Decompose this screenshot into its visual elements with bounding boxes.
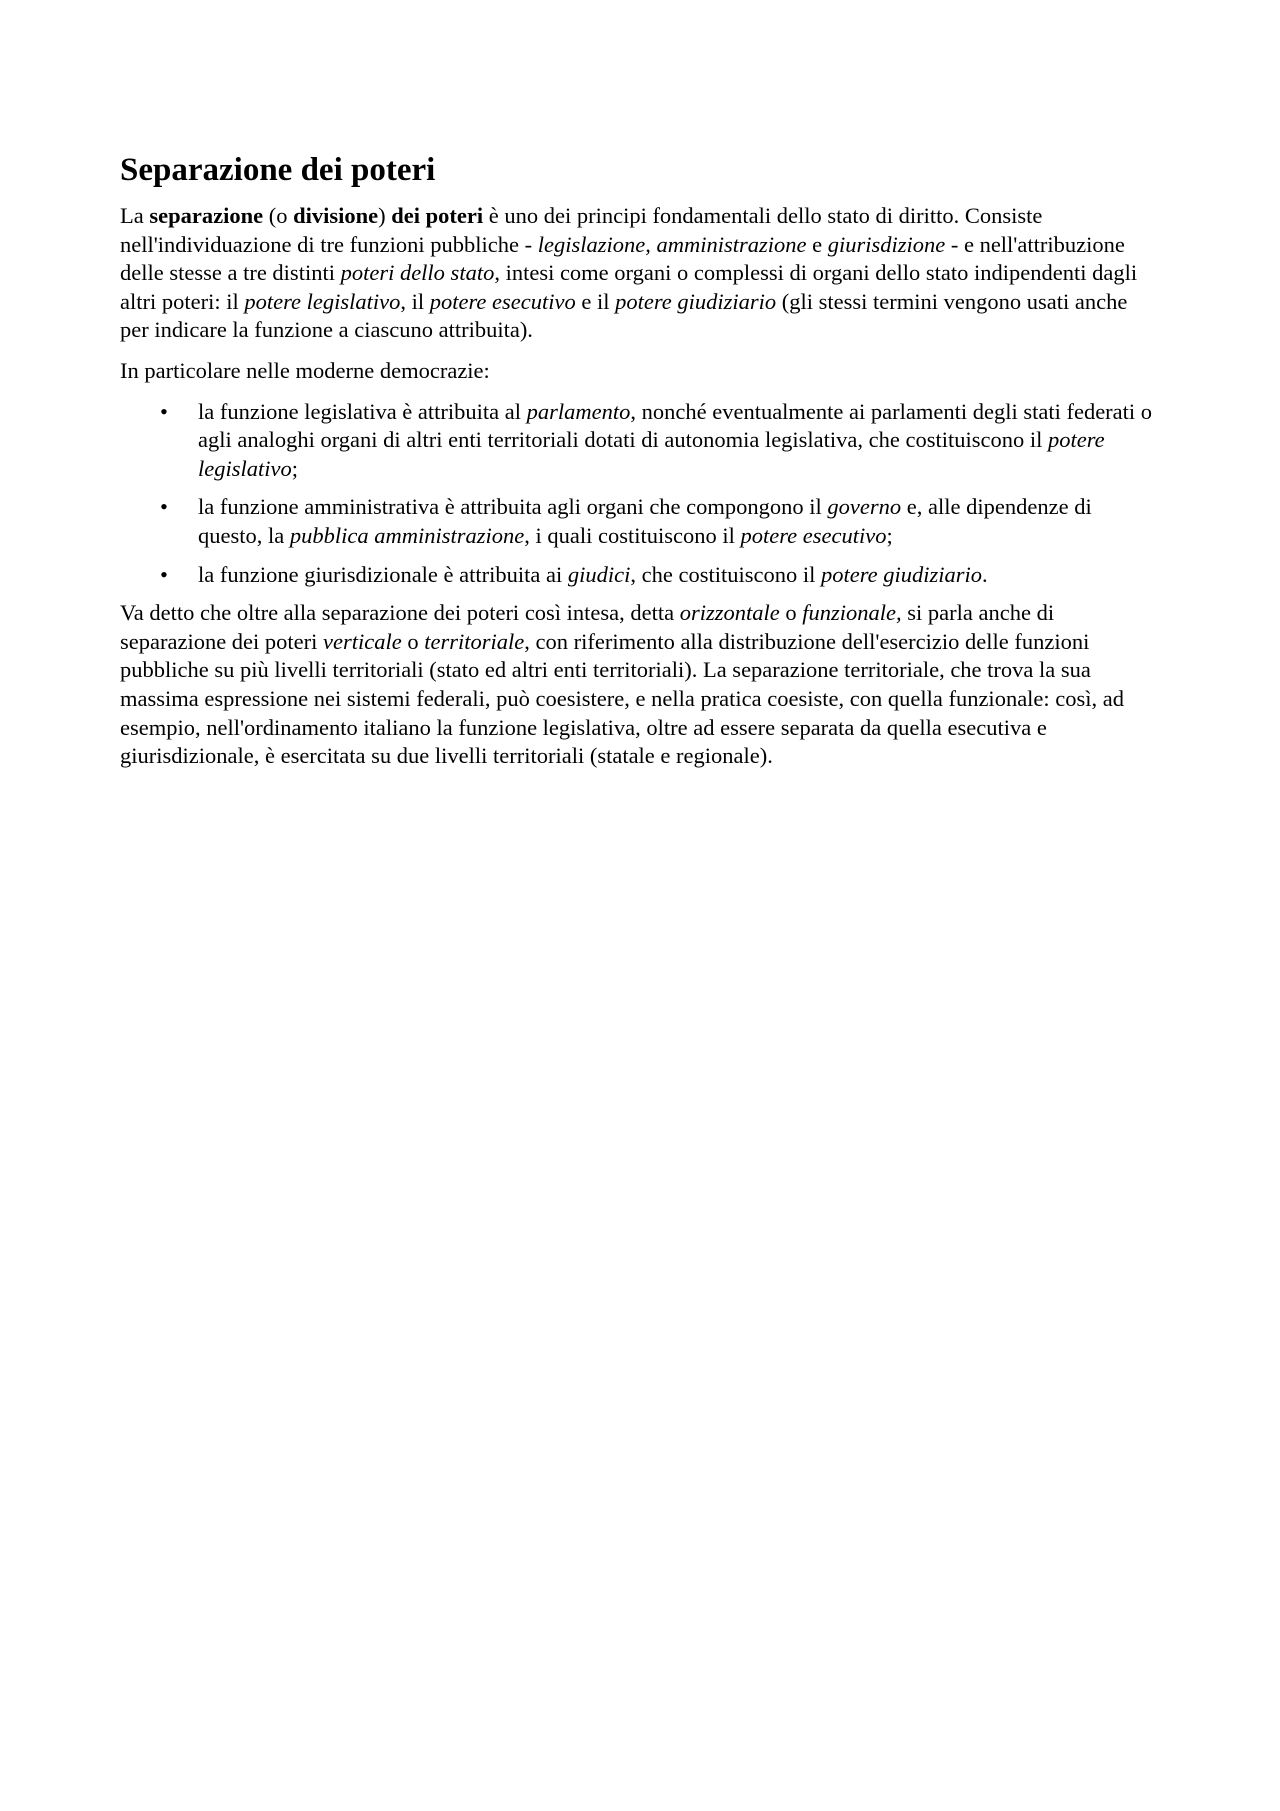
italic-term: potere giudiziario — [615, 288, 777, 314]
text-run: , nonché eventualmente ai parlamenti degli stati federati o agli analoghi organi di altri enti territoriali dotati di autonomia legislativa, che costituiscono il — [198, 398, 1153, 453]
italic-term: parlamento — [526, 398, 631, 424]
bold-term-dei-poteri: dei poteri — [391, 203, 484, 228]
text-run: , intesi come organi o complessi di organi dello stato indipendenti dagli altri poteri: il — [120, 260, 1138, 314]
italic-term: potere esecutivo — [429, 288, 576, 314]
text-run: ) — [378, 203, 392, 228]
powers-list — [120, 398, 1160, 590]
text-run: , con riferimento alla distribuzione dell'esercizio delle funzioni pubbliche su più livelli territoriali (stato ed altri enti territoriali). La separazione territoriale, che trova la sua massima espressione nei sistemi federali, può coesistere, e nella pratica coesiste, con quella funzionale: così, ad esempio, nell'ordinamento italiano la funzione legislativa, oltre ad essere separata da quella esecutiva e giurisdizionale, è esercitata su due livelli territoriali (statale e regionale). — [120, 628, 1125, 769]
italic-term: orizzontale — [679, 600, 780, 626]
list-intro-paragraph: In particolare nelle moderne democrazie: — [120, 357, 490, 383]
italic-term: potere esecutivo — [740, 522, 887, 548]
italic-term: potere legislativo — [244, 288, 401, 314]
bullet-icon: • — [160, 398, 168, 424]
text-run: , i quali costituiscono il — [524, 522, 741, 548]
italic-term: giudici — [567, 561, 631, 587]
text-run: la funzione giurisdizionale è attribuita ai — [198, 561, 568, 587]
text-run: è uno dei principi fondamentali dello stato di diritto. Consiste nell'individuazione di tre funzioni pubbliche - — [120, 203, 1043, 257]
text-run: si parla anche di separazione dei poteri — [120, 600, 1055, 654]
italic-term: giurisdizione — [827, 231, 946, 257]
text-run: o — [401, 628, 425, 654]
italic-term: poteri dello stato — [340, 260, 495, 286]
intro-paragraph — [120, 202, 1160, 345]
italic-term: legislazione, amministrazione — [537, 231, 807, 257]
italic-term: verticale — [323, 628, 402, 654]
list-item — [160, 398, 1160, 484]
bullet-icon: • — [160, 561, 168, 587]
text-run: La — [120, 203, 150, 228]
italic-term: territoriale — [424, 628, 525, 654]
text-run: ; — [886, 522, 893, 548]
text-run: la funzione legislativa è attribuita al — [198, 398, 527, 424]
text-run: , il — [400, 288, 430, 314]
text-run: Va detto che oltre alla separazione dei poteri così intesa, detta — [120, 600, 680, 626]
text-run: e — [806, 231, 828, 257]
bold-term-separazione: separazione — [149, 203, 264, 228]
bullet-icon: • — [160, 494, 168, 520]
text-run: la funzione amministrativa è attribuita agli organi che compongono il — [198, 494, 828, 520]
italic-term: funzionale, — [802, 600, 902, 626]
text-run: (gli stessi termini vengono usati anche per indicare la funzione a ciascuno attribuita). — [120, 288, 1128, 343]
text-run: e, alle dipendenze di questo, la — [198, 494, 1092, 548]
document-page — [120, 150, 1160, 783]
list-item — [160, 561, 1160, 590]
italic-term: pubblica amministrazione — [289, 522, 525, 548]
italic-term: potere giudiziario — [820, 561, 983, 587]
closing-paragraph — [120, 599, 1160, 771]
italic-term: potere legislativo — [198, 427, 1105, 481]
list-item — [160, 493, 1160, 550]
italic-term: governo — [827, 494, 902, 520]
text-run: . — [982, 561, 988, 587]
text-run: , che costituiscono il — [630, 561, 821, 587]
text-run: ; — [291, 455, 299, 481]
text-run: o — [779, 600, 803, 626]
text-run: - e nell'attribuzione delle stesse a tre distinti — [120, 231, 1125, 286]
text-run: (o — [263, 203, 294, 228]
document-title: Separazione dei poteri — [120, 152, 436, 188]
text-run: e il — [575, 288, 616, 314]
bold-term-divisione: divisione — [293, 203, 379, 228]
